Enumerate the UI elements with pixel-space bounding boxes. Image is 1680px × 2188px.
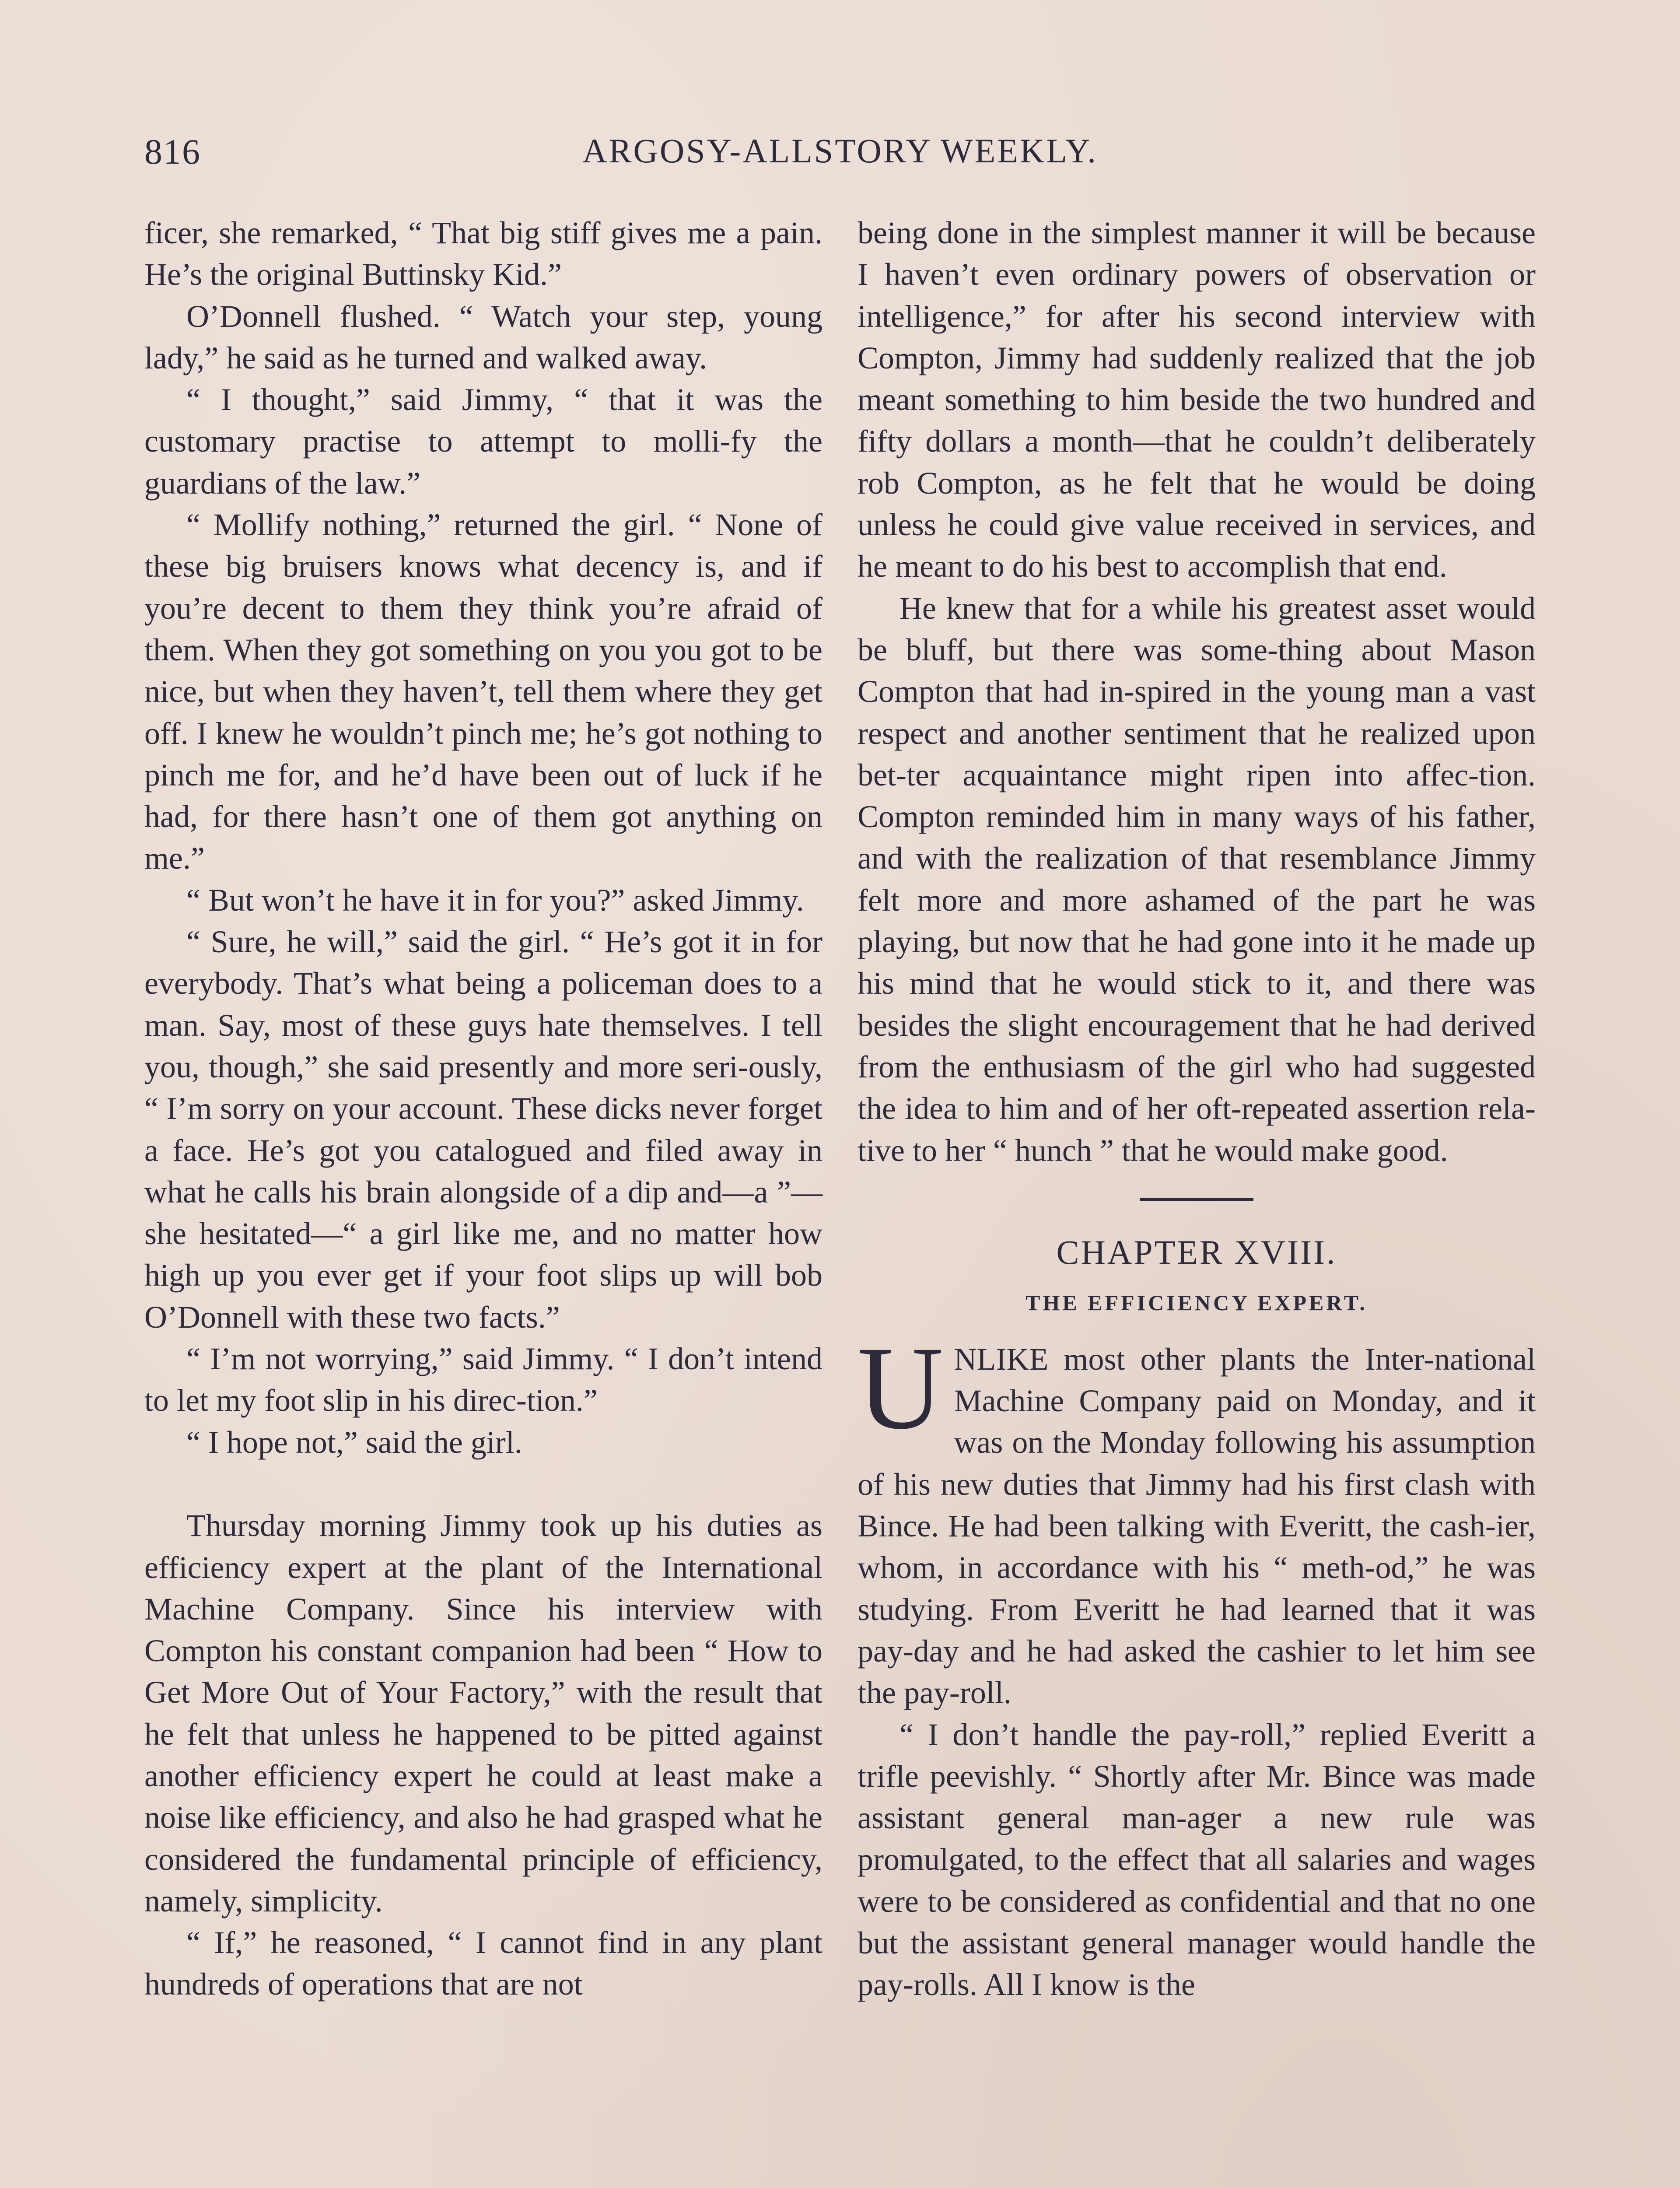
section-break [144,1463,822,1505]
paragraph: O’Donnell flushed. “ Watch your step, young lady,” he said as he turned and walked away. [144,298,822,375]
paragraph: “ I’m not worrying,” said Jimmy. “ I don’t intend to let my foot slip in his direc-tion.” [144,1341,822,1418]
page-number: 816 [144,132,201,172]
paragraph: NLIKE most other plants the Inter-national Machine Company paid on Monday, and it was on the Monday following his assumption of his new duties that Jimmy had his first clash with Bince. He had been talking with Everitt, the cash-ier, whom, in accordance with his “ meth-od,” he was studying. From Everitt he had learned that it was pay-day and he had asked the cashier to let him see the pay-roll. [858,1341,1536,1711]
paragraph: ficer, she remarked, “ That big stiff gives me a pain. He’s the original Buttinsky Kid.” [144,215,822,292]
chapter-title: CHAPTER XVIII. [1056,1233,1337,1271]
paragraph: “ Sure, he will,” said the girl. “ He’s got it in for everybody. That’s what being a policeman does to a man. Say, most of these guys hate themselves. I tell you, though,” she said presently and more seri-ously, “ I’m sorry on your account. These dicks never forget a face. He’s got you catalogued and filed away in what he calls his brain alongside of a dip and—a ”—she hesitated—“ a girl like me, and no matter how high up you ever get if your foot slips up will bob O’Donnell with these two facts.” [144,924,822,1335]
chapter-divider-rule [1140,1198,1253,1201]
paragraph: Thursday morning Jimmy took up his duties as efficiency expert at the plant of the International Machine Company. Since his interview with Compton his constant companion had been “ How to Get More Out of Your Factory,” with the result that he felt that unless he happened to be pitted against another efficiency expert he could at least make a noise like efficiency, and also he had grasped what he considered the fundamental principle of efficiency, namely, simplicity. [144,1508,822,1918]
paragraph: “ I hope not,” said the girl. [186,1424,522,1460]
chapter-subtitle: THE EFFICIENCY EXPERT. [1026,1290,1368,1315]
paragraph: “ I thought,” said Jimmy, “ that it was the customary practise to attempt to molli-fy the guardians of the law.” [144,382,822,501]
paragraph: “ Mollify nothing,” returned the girl. “ None of these big bruisers knows what decency is, and if you’re decent to them they think you’re afraid of them. When they got something on you you got to be nice, but when they haven’t, tell them where they get off. I knew he wouldn’t pinch me; he’s got nothing to pinch me for, and he’d have been out of luck if he had, for there hasn’t one of them got anything on me.” [144,507,822,876]
left-column [144,212,822,2006]
chapter-opening [858,1322,1536,1714]
paragraph: being done in the simplest manner it will be because I haven’t even ordinary powers of observation or intelligence,” for after his second interview with Compton, Jimmy had suddenly realized that the job meant something to him beside the two hundred and fifty dollars a month—that he couldn’t deliberately rob Compton, as he felt that he would be doing unless he could give value received in services, and he meant to do his best to accomplish that end. [858,215,1536,584]
paragraph: “ But won’t he have it in for you?” asked Jimmy. [186,882,804,918]
paragraph: “ I don’t handle the pay-roll,” replied Everitt a trifle peevishly. “ Shortly after Mr. Bince was made assistant general man-ager a new rule was promulgated, to the effect that all salaries and wages were to be considered as confidential and that no one but the assistant general manager would handle the pay-rolls. All I know is the [858,1717,1536,2002]
right-column [858,212,1536,2006]
drop-cap: U [858,1322,944,1454]
paragraph: He knew that for a while his greatest asset would be bluff, but there was some-thing about Mason Compton that had in-spired in the young man a vast respect and another sentiment that he realized upon bet-ter acquaintance might ripen into affec-tion. Compton reminded him in many ways of his father, and with the realization of that resemblance Jimmy felt more and more ashamed of the part he was playing, but now that he had gone into it he made up his mind that he would stick to it, and there was besides the slight encouragement that he had derived from the enthusiasm of the girl who had suggested the idea to him and of her oft-repeated assertion rela-tive to her “ hunch ” that he would make good. [858,590,1536,1168]
running-head: ARGOSY-ALLSTORY WEEKLY. [582,132,1098,170]
paragraph: “ If,” he reasoned, “ I cannot find in any plant hundreds of operations that are not [144,1925,822,2002]
page-header [144,131,1536,184]
